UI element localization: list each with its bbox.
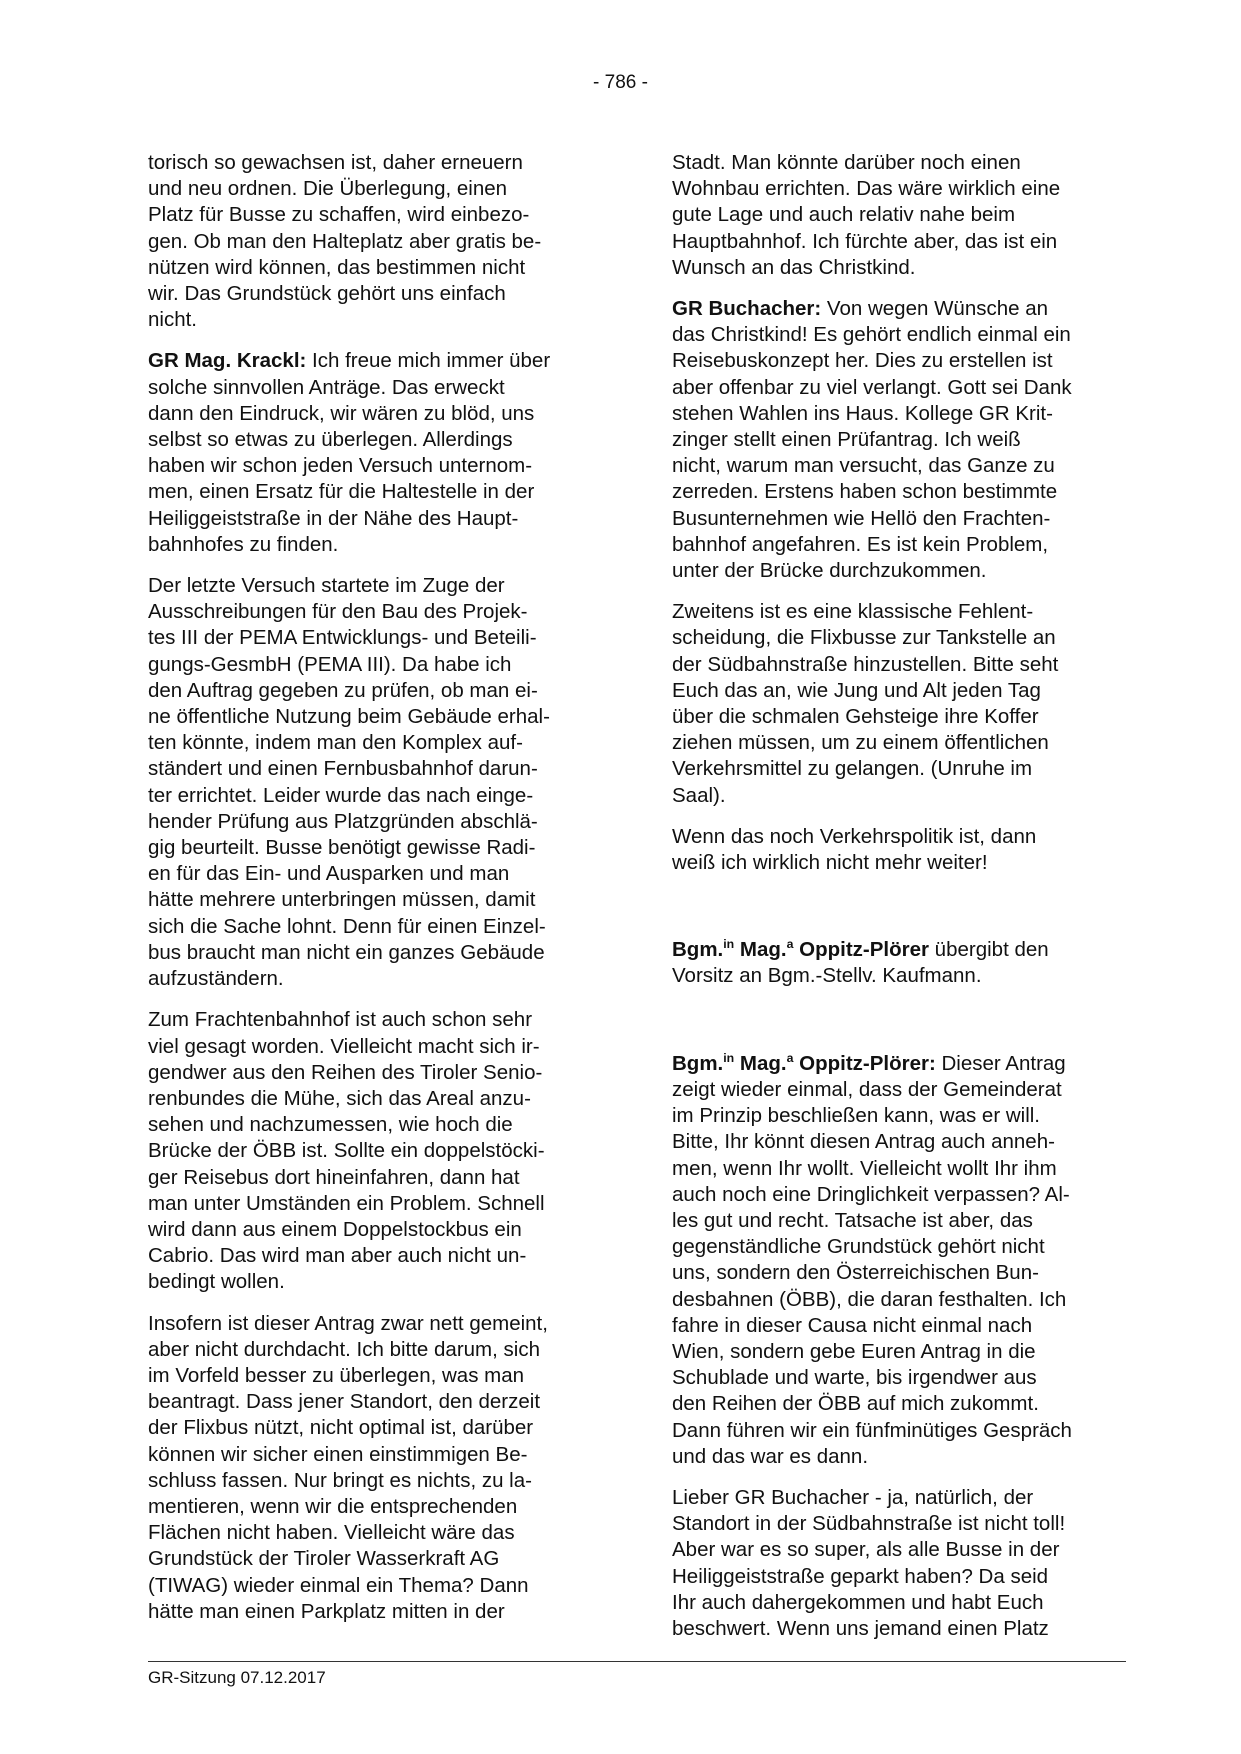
footer-session-date: GR-Sitzung 07.12.2017 (148, 1668, 326, 1687)
right-column (672, 150, 1108, 1657)
paragraph: torisch so gewachsen ist, daher erneuern und neu ordnen. Die Überlegung, einen Platz für Busse zu schaffen, wird einbezo- gen. Ob man den Halteplatz aber gratis be- nützen wird können, das bestimmen nicht wir. Das Grundstück gehört uns einfach nicht. (148, 151, 542, 332)
speaker-name: GR Buchacher: (672, 297, 822, 321)
footer-divider (148, 1661, 1126, 1662)
chair-handover-note: Bgm.$^{in}$ Mag.$^a$ Oppitz-Plörer übergibt den Vorsitz an Bgm.-Stellv. Kaufmann. (672, 937, 1049, 988)
paragraph-mayor: Bgm.$^{in}$ Mag.$^a$ Oppitz-Plörer: Dieser Antrag zeigt wieder einmal, dass der Gemeinderat im Prinzip beschließen kann, was er will. Bitte, Ihr könnt diesen Antrag auch anneh- men, wenn Ihr wollt. Vielleicht wollt Ihr ihm auch noch eine Dringlichkeit verpassen? Al- les gut und recht. Tatsache ist aber, das gegenständliche Grundstück gehört nicht uns, sondern den Österreichischen Bun- desbahnen (ÖBB), die daran festhalten. Ich fahre in dieser Causa nicht einmal nach Wien, sondern gebe Euren Antrag in die Schublade und warte, bis irgendwer aus den Reihen der ÖBB auf mich zukommt. Dann führen wir ein fünfminütiges Gespräch und das war es dann. (672, 1050, 1072, 1468)
left-column (148, 150, 598, 1640)
paragraph: Zweitens ist es eine klassische Fehlent- scheidung, die Flixbusse zur Tankstelle an der Südbahnstraße hinzustellen. Bitte seht Euch das an, wie Jung und Alt jeden Tag über die schmalen Gehsteige ihre Koffer ziehen müssen, um zu einem öffentlichen Verkehrsmittel zu gelangen. (Unruhe im Saal). (672, 600, 1059, 807)
paragraph-krackl: GR Mag. Krackl: Ich freue mich immer über solche sinnvollen Anträge. Das erweckt dann den Eindruck, wir wären zu blöd, uns selbst so etwas zu überlegen. Allerdings haben wir schon jeden Versuch unternom- men, einen Ersatz für die Haltestelle in der Heiliggeiststraße in der Nähe des Haupt- bahnhofes zu finden. (148, 349, 551, 556)
speaker-name: GR Mag. Krackl: (148, 349, 307, 373)
paragraph-buchacher: GR Buchacher: Von wegen Wünsche an das Christkind! Es gehört endlich einmal ein Reisebuskonzept her. Dies zu erstellen ist aber offenbar zu viel verlangt. Gott sei Dank stehen Wahlen ins Haus. Kollege GR Krit- zinger stellt einen Prüfantrag. Ich weiß nicht, warum man versucht, das Ganze zu zerreden. Erstens haben schon bestimmte Busunternehmen wie Hellö den Frachten- bahnhof angefahren. Es ist kein Problem, unter der Brücke durchzukommen. (672, 297, 1072, 583)
speaker-name: Bgm.$^{in}$ Mag.$^a$ Oppitz-Plörer (672, 937, 929, 962)
paragraph: Stadt. Man könnte darüber noch einen Wohnbau errichten. Das wäre wirklich eine gute Lage und auch relativ nahe beim Hauptbahnhof. Ich fürchte aber, das ist ein Wunsch an das Christkind. (672, 151, 1061, 279)
paragraph: Wenn das noch Verkehrspolitik ist, dann weiß ich wirklich nicht mehr weiter! (672, 824, 1037, 875)
speaker-name: Bgm.$^{in}$ Mag.$^a$ Oppitz-Plörer: (672, 1050, 936, 1075)
paragraph: Insofern ist dieser Antrag zwar nett gemeint, aber nicht durchdacht. Ich bitte darum, sich im Vorfeld besser zu überlegen, was man beantragt. Dass jener Standort, den derzeit der Flixbus nützt, nicht optimal ist, darüber können wir sicher einen einstimmigen Be- schluss fassen. Nur bringt es nichts, zu la- mentieren, wenn wir die entsprechenden Flächen nicht haben. Vielleicht wäre das Grundstück der Tiroler Wasserkraft AG (TIWAG) wieder einmal ein Thema? Dann hätte man einen Parkplatz mitten in der (148, 1311, 548, 1623)
page-number: - 786 - (593, 72, 648, 93)
paragraph: Zum Frachtenbahnhof ist auch schon sehr viel gesagt worden. Vielleicht macht sich ir- gendwer aus den Reihen des Tiroler Senio- renbundes die Mühe, sich das Areal anzu- sehen und nachzumessen, wie hoch die Brücke der ÖBB ist. Sollte ein doppelstöcki- ger Reisebus dort hineinfahren, dann hat man unter Umständen ein Problem. Schnell wird dann aus einem Doppelstockbus ein Cabrio. Das wird man aber auch nicht un- bedingt wollen. (148, 1008, 545, 1294)
paragraph: Der letzte Versuch startete im Zuge der Ausschreibungen für den Bau des Projek- tes III der PEMA Entwicklungs- und Beteili- gungs-GesmbH (PEMA III). Da habe ich den Auftrag gegeben zu prüfen, ob man ei- ne öffentliche Nutzung beim Gebäude erhal- ten könnte, indem man den Komplex auf- ständert und einen Fernbusbahnhof darun- ter errichtet. Leider wurde das nach einge- hender Prüfung aus Platzgründen abschlä- gig beurteilt. Busse benötigt gewisse Radi- en für das Ein- und Ausparken und man hätte mehrere unterbringen müssen, damit sich die Sache lohnt. Denn für einen Einzel- bus braucht man nicht ein ganzes Gebäude aufzuständern. (148, 574, 550, 991)
paragraph: Lieber GR Buchacher - ja, natürlich, der Standort in der Südbahnstraße ist nicht toll! Aber war es so super, als alle Busse in der Heiliggeiststraße geparkt haben? Da seid Ihr auch dahergekommen und habt Euch beschwert. Wenn uns jemand einen Platz (672, 1485, 1066, 1640)
spacer (672, 1005, 1108, 1051)
spacer (672, 891, 1108, 937)
